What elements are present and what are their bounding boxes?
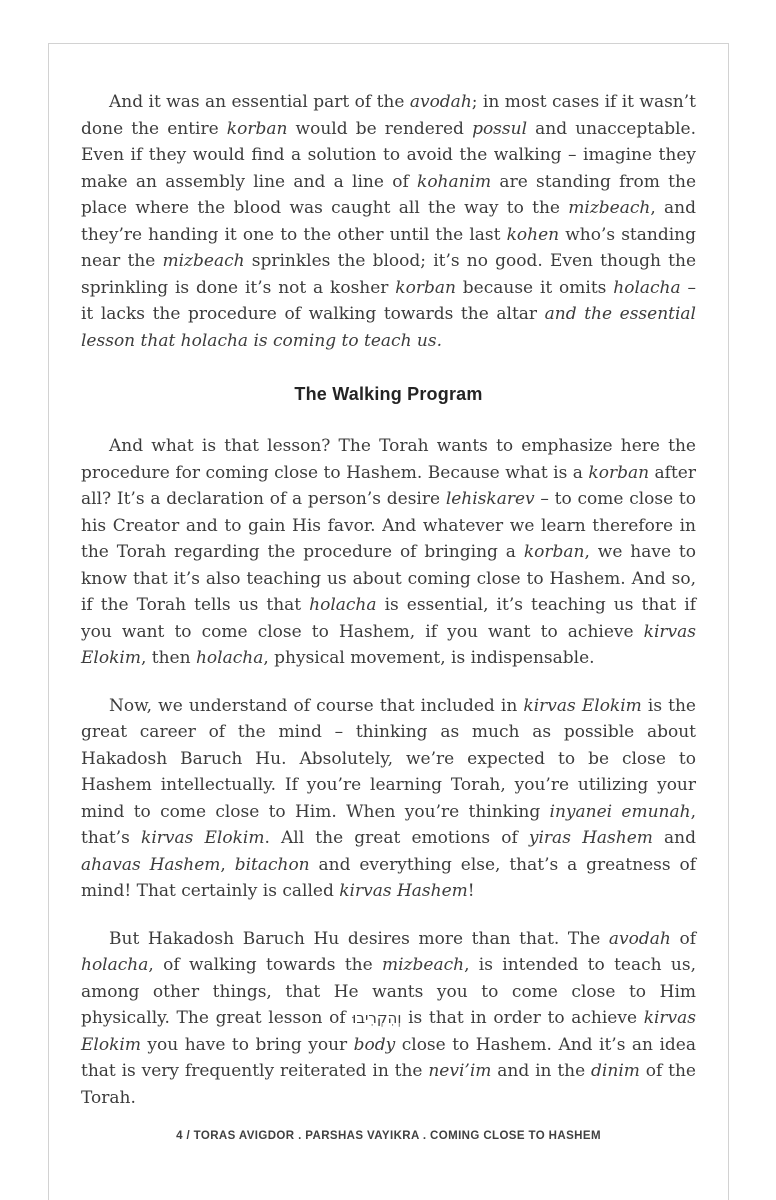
text-run: would be rendered	[287, 118, 473, 139]
text-run: !	[467, 881, 475, 901]
italic-term: holacha	[613, 277, 681, 298]
text-run: is the great career of the mind – thinking as much as possible about Hakadosh Baruch Hu. Absolutely, we’re expected to be close to Hashem intellectually. If you’re learning Torah, you’re utilizing your mind to come close to Him. When you’re thinking	[81, 695, 696, 822]
italic-term: kirvas Elokim	[81, 621, 696, 668]
italic-term: avodah	[608, 928, 671, 949]
paragraph	[81, 433, 696, 672]
text-run: ; in most cases if it wasn’t done the entire	[81, 92, 696, 139]
text-run: But Hakadosh Baruch Hu desires more than that. The	[109, 928, 609, 949]
text-run: , and they’re handing it one to the other until the last	[81, 198, 696, 245]
text-run: . All the great emotions of	[264, 828, 529, 848]
text-run: , physical movement, is indispensable.	[263, 648, 595, 668]
footer-running-title: 4 / TORAS AVIGDOR . PARSHAS VAYIKRA . COMING CLOSE TO HASHEM	[176, 1130, 601, 1142]
italic-term: yiras Hashem	[528, 828, 653, 848]
hebrew-term: וְהִקְרִיבוּ	[352, 1009, 402, 1027]
italic-term: avodah	[409, 92, 472, 112]
italic-term: ahavas Hashem	[81, 854, 221, 875]
italic-term: kirvas Hashem	[339, 881, 468, 901]
italic-term: kirvas Elokim	[81, 1008, 697, 1055]
italic-term: korban	[226, 118, 288, 139]
italic-term: bitachon	[234, 854, 310, 875]
italic-term: lehiskarev	[445, 489, 535, 509]
text-run: , then	[140, 648, 196, 668]
text-run: because it omits	[455, 277, 614, 298]
italic-term: and the essential lesson that holacha is coming to teach us.	[81, 304, 696, 351]
text-run: And it was an essential part of the	[109, 92, 410, 112]
italic-term: holacha	[195, 648, 264, 668]
text-run: close to Hashem. And it’s an idea that is very frequently reiterated in the	[81, 1034, 696, 1081]
italic-term: inyanei emunah	[549, 801, 691, 822]
text-run: , we have to know that it’s also teaching us about coming close to Hashem. And so, if the Torah tells us that	[81, 542, 696, 615]
paragraph	[81, 926, 696, 1112]
italic-term: korban	[588, 462, 650, 483]
page-footer	[49, 1124, 728, 1143]
text-run: and everything else, that’s a greatness of mind! That certainly is called	[81, 854, 697, 901]
italic-term: mizbeach	[568, 198, 651, 218]
italic-term: korban	[395, 277, 456, 298]
italic-term: holacha	[309, 595, 377, 615]
italic-term: kohanim	[417, 171, 492, 192]
section-heading: The Walking Program	[294, 384, 483, 404]
italic-term: korban	[523, 542, 585, 562]
italic-term: mizbeach	[382, 955, 465, 975]
text-run: Now, we understand of course that included in	[109, 695, 524, 716]
text-run: And what is that lesson? The Torah wants to emphasize here the procedure for coming close to Hashem. Because what is a	[81, 436, 696, 483]
text-run: – it lacks the procedure of walking towards the altar	[81, 277, 696, 324]
italic-term: possul	[472, 118, 528, 139]
text-run: who’s standing near the	[81, 224, 696, 271]
document-page	[48, 43, 729, 1200]
italic-term: dinim	[591, 1061, 640, 1081]
text-run: and unacceptable. Even if they would find a solution to avoid the walking – imagine they make an assembly line and a line of	[81, 118, 696, 192]
text-run: and	[652, 828, 697, 848]
text-run: of the Torah.	[81, 1061, 696, 1108]
text-run: you have to bring your	[140, 1034, 354, 1055]
text-run: is that in order to achieve	[401, 1008, 644, 1028]
text-run: – to come close to his Creator and to gain His favor. And whatever we learn therefore in the Torah regarding the procedure of bringing a	[81, 489, 696, 562]
italic-term: mizbeach	[162, 251, 245, 271]
italic-term: body	[353, 1034, 396, 1055]
paragraph	[81, 693, 696, 905]
italic-term: holacha	[81, 955, 149, 975]
text-run: , of walking towards the	[148, 955, 382, 975]
text-run: sprinkles the blood; it’s no good. Even though the sprinkling is done it’s not a kosher	[81, 251, 696, 298]
text-run: , is intended to teach us, among other things, that He wants you to come close to Him physically. The great lesson of	[81, 955, 696, 1028]
text-run: , that’s	[81, 801, 696, 848]
page-content	[49, 44, 728, 1111]
text-run: is essential, it’s teaching us that if you want to come close to Hashem, if you want to achieve	[81, 595, 697, 642]
text-run: are standing from the place where the blood was caught all the way to the	[81, 171, 696, 218]
text-run: ,	[220, 854, 235, 875]
italic-term: kirvas Elokim	[141, 828, 265, 848]
text-run: after all? It’s a declaration of a person’s desire	[81, 462, 696, 509]
italic-term: nevi’im	[428, 1061, 492, 1081]
italic-term: kohen	[506, 224, 560, 245]
paragraph	[81, 89, 696, 354]
text-run: and in the	[491, 1061, 592, 1081]
text-run: of	[670, 928, 696, 949]
italic-term: kirvas Elokim	[523, 695, 642, 716]
